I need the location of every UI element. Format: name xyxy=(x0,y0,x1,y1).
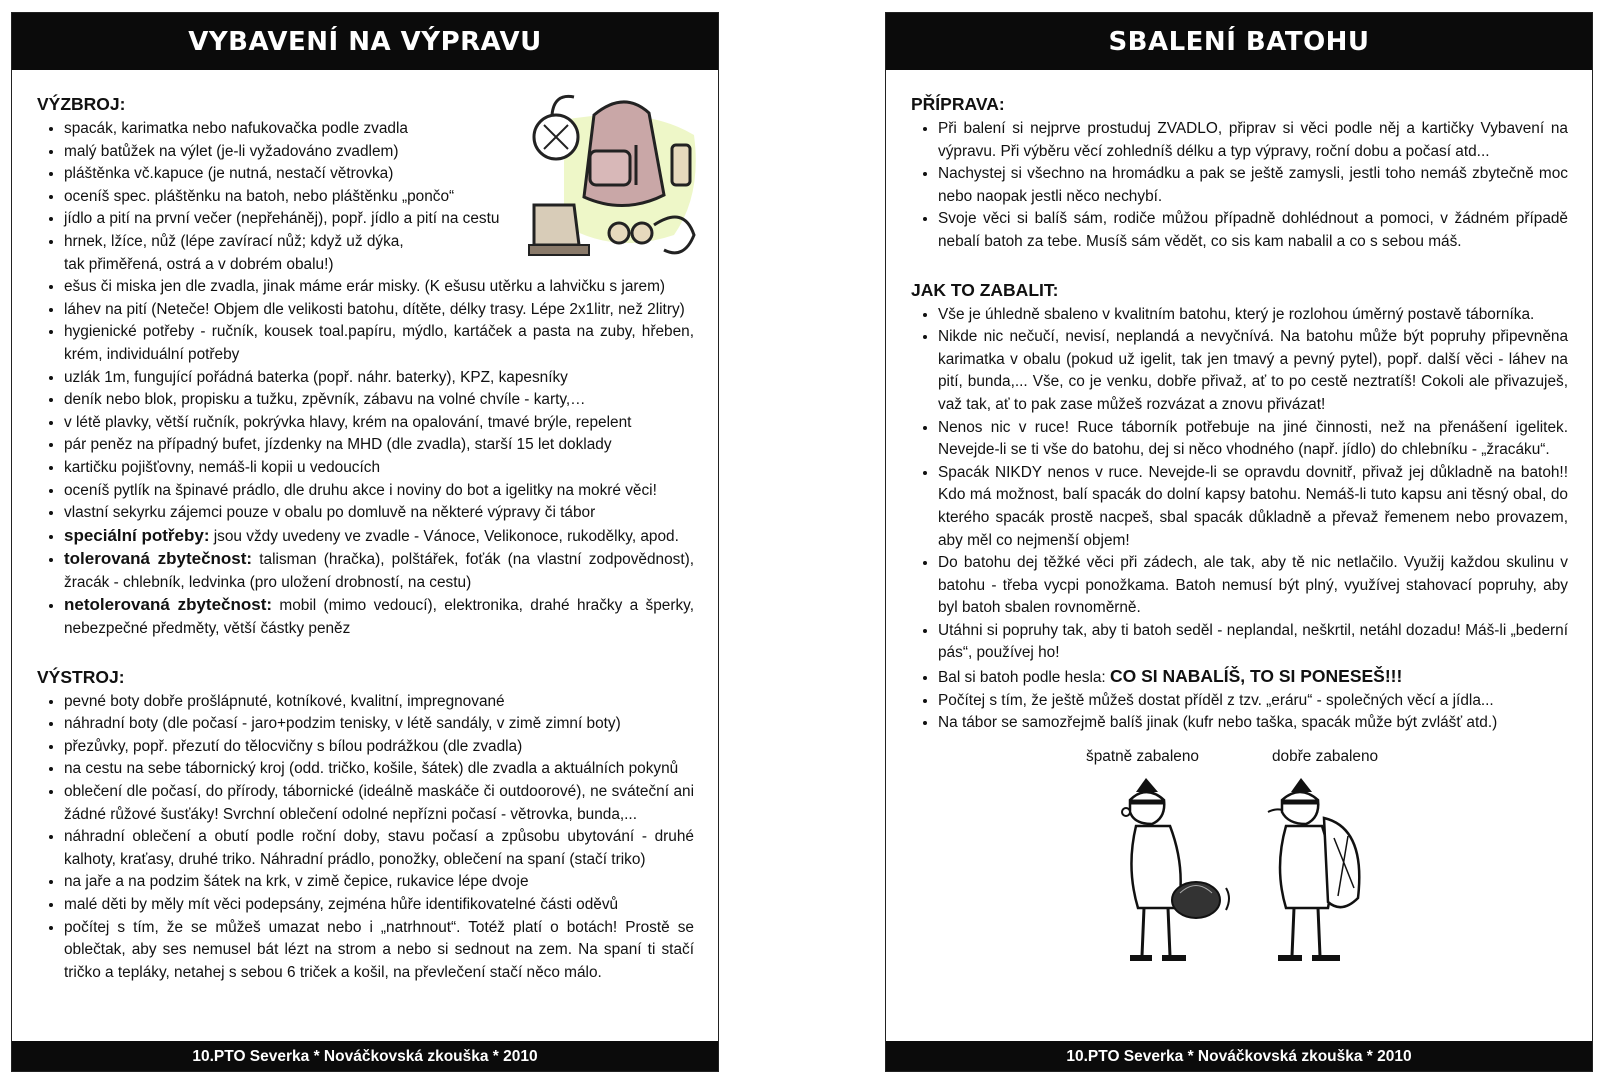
list-item: • v létě plavky, větší ručník, pokrývka hlavy, krém na opalování, tmavé brýle, repelent xyxy=(64,412,694,435)
packing-footer: 10.PTO Severka * Nováčkovská zkouška * 2010 xyxy=(886,1041,1592,1071)
list-item: • malé děti by měly mít věci podepsány, zejména hůře identifikovatelné části oděvů xyxy=(64,894,694,917)
list-item: • Při balení si nejprve prostuduj ZVADLO, připrav si věci podle něj a kartičky Vybavení na výpravu. Při výběru věcí zohledníš délku a typ výpravy, roční dobu a počasí atd... xyxy=(938,118,1568,163)
list-item: • Na tábor se samozřejmě balíš jinak (kufr nebo taška, spacák může být zvlášť atd.) xyxy=(938,712,1568,735)
hikers-cartoon-icon xyxy=(1086,778,1426,978)
list-item: • pár peněz na případný bufet, jízdenky na MHD (dle zvadla), starší 15 let doklady xyxy=(64,434,694,457)
list-item: • pláštěnka vč.kapuce (je nutná, nestačí větrovka) xyxy=(64,163,694,186)
motto: CO SI NABALÍŠ, TO SI PONESEŠ!!! xyxy=(1109,666,1403,687)
list-item: • náhradní boty (dle počasí - jaro+podzim tenisky, v létě sandály, v zimě zimní boty) xyxy=(64,713,694,736)
list-item: • na jaře a na podzim šátek na krk, v zimě čepice, rukavice lépe dvoje xyxy=(64,871,694,894)
tolerated-text: talisman (hračka), polštářek, foťák (na vlastní zodpovědnost), žracák - chlebník, ledvinka (pro uložení drobností, na cestu) xyxy=(64,551,695,591)
list-item xyxy=(64,548,694,594)
list-item: • Počítej s tím, že ještě můžeš dostat příděl z tzv. „eráru“ - společných věcí a jídla... xyxy=(938,690,1568,713)
list-item: • spacák, karimatka nebo nafukovačka podle zvadla xyxy=(64,118,694,141)
list-item: • přezůvky, popř. přezutí do tělocvičny s bílou podrážkou (dle zvadla) xyxy=(64,736,694,759)
bad-packing-label: špatně zabaleno xyxy=(1086,748,1199,765)
list-item: • malý batůžek na výlet (je-li vyžadováno zvadlem) xyxy=(64,141,694,164)
not-tolerated-text: mobil (mimo vedoucí), elektronika, drahé hračky a šperky, nebezpečné předměty, větší částky peněz xyxy=(64,597,694,638)
list-item: • Do batohu dej těžké věci při zádech, ale tak, aby tě nic netlačilo. Využij každou skulinu v batohu - třeba vycpi ponožkama. Batoh nemusí být plný, využívej stahovací popruhy, aby byl batoh sbalen rovnoměrně. xyxy=(938,552,1568,620)
list-item: • Vše je úhledně sbaleno v kvalitním batohu, který je rozlohou úměrný postavě táborníka. xyxy=(938,304,1568,327)
tolerated-label: tolerovaná zbytečnost: xyxy=(64,549,253,569)
packing-card xyxy=(885,12,1593,1072)
list-item: • uzlák 1m, fungující pořádná baterka (popř. náhr. baterky), KPZ, kapesníky xyxy=(64,367,694,390)
list-item: • na cestu na sebe tábornický kroj (odd. tričko, košile, šátek) dle zvadla a aktuálních pokynů xyxy=(64,758,694,781)
list-item xyxy=(64,594,694,640)
list-item xyxy=(938,665,1568,690)
section-heading-priprava: PŘÍPRAVA: xyxy=(911,94,1005,114)
packing-body xyxy=(886,70,1592,735)
list-item: • náhradní oblečení a obutí podle roční doby, stavu počasí a způsobu ubytování - druhé kalhoty, kraťasy, druhé triko. Náhradní prádlo, ponožky, oblečení na spaní (stačí triko) xyxy=(64,826,694,871)
list-item: • oblečení dle počasí, do přírody, tábornické (ideálně maskáče či outdoorové), ne sváteční ani žádné růžové šusťáky! Svrchní oblečení odolné nepřízni počasí - větrovka, bunda,... xyxy=(64,781,694,826)
section-heading-jak: JAK TO ZABALIT: xyxy=(911,279,1059,300)
priprava-list xyxy=(911,118,1568,254)
special-label: speciální potřeby: xyxy=(64,525,210,545)
packing-title: SBALENÍ BATOHU xyxy=(886,13,1592,70)
list-item: • Nikde nic nečučí, nevisí, neplandá a nevyčnívá. Na batohu může být popruhy připevněna karimatka v obalu (pokud už igelit, tak jen tmavý a pevný pytel), popř. další věci - láhev na pití, bunda,... Vše, co je venku, dobře přivaž, ať to po cestě neztratíš! Cokoli ale přivazuješ, važ tak, ať to pak zase můžeš rozvázat a znovu přivázat! xyxy=(938,326,1568,416)
good-packing-label: dobře zabaleno xyxy=(1272,748,1379,765)
backpack-illustration-icon xyxy=(524,85,704,269)
list-item: • počítej s tím, že se můžeš umazat nebo i „natrhnout“. Totéž platí o botách! Prostě se oblečtak, aby ses nemusel bát lézt na strom a nebo si sednout na zem. Na spaní ti stačí tričko a tepláky, netahej s sebou 6 triček a košil, na převlečení stačí něco málo. xyxy=(64,917,694,985)
list-item xyxy=(64,525,694,549)
equipment-title: VYBAVENÍ NA VÝPRAVU xyxy=(12,13,718,70)
list-item: • deník nebo blok, propisku a tužku, zpěvník, zábavu na volné chvíle - karty,… xyxy=(64,389,694,412)
list-item: • oceníš pytlík na špinavé prádlo, dle druhu akce i noviny do bot a igelitky na mokré věci! xyxy=(64,480,694,503)
special-text: jsou vždy uvedeny ve zvadle - Vánoce, Velikonoce, rukodělky, apod. xyxy=(209,527,679,545)
list-item: • láhev na pití (Neteče! Objem dle velikosti batohu, dítěte, délky trasy. Lépe 2x1litr, než 2litry) xyxy=(64,299,694,322)
equipment-body xyxy=(12,70,718,984)
list-item: • vlastní sekyrku zájemci pouze v obalu po domluvě na některé výpravy či tábor xyxy=(64,502,694,525)
list-item: • kartičku pojišťovny, nemáš-li kopii u vedoucích xyxy=(64,457,694,480)
list-item: • hygienické potřeby - ručník, kousek toal.papíru, mýdlo, kartáček a pasta na zuby, hřeben, krém, individuální potřeby xyxy=(64,321,694,366)
equipment-footer: 10.PTO Severka * Nováčkovská zkouška * 2010 xyxy=(12,1041,718,1071)
list-item-line: hrnek, lžíce, nůž (lépe zavírací nůž; když už dýka, xyxy=(64,232,404,250)
list-item-line: tak přiměřená, ostrá a v dobrém obalu!) xyxy=(64,255,334,273)
jak-list xyxy=(911,304,1568,735)
list-item: • Spacák NIKDY nenos v ruce. Nevejde-li se opravdu dovnitř, přivaž jej důkladně na batoh!! Kdo má možnost, balí spacák do dolní kapsy batohu. Nemáš-li tuto kapsu ani těsný obal, do kterého spacák prostě nacpeš, sbal spacák důkladně a převaž řemenem nebo provazem, aby měl co nejmenší objem! xyxy=(938,462,1568,552)
equipment-card xyxy=(11,12,719,1072)
list-item: • Nachystej si všechno na hromádku a pak se ještě zamysli, jestli toho nemáš zbytečně moc nebo naopak jestli něco nechybí. xyxy=(938,163,1568,208)
list-item: • oceníš spec. pláštěnku na batoh, nebo pláštěnku „pončo“ xyxy=(64,186,694,209)
list-item: • pevné boty dobře prošlápnuté, kotníkové, kvalitní, impregnované xyxy=(64,691,694,714)
section-heading-vyzbroj: VÝZBROJ: xyxy=(37,94,126,114)
list-item: • ešus či miska jen dle zvadla, jinak máme erár misky. (K ešusu utěrku a lahvičku s jarem) xyxy=(64,276,694,299)
list-item: • Svoje věci si balíš sám, rodiče můžou případně dohlédnout a pomoci, v žádném případě nebalí batoh za tebe. Musíš sám vědět, co sis kam nabalil a co s sebou máš. xyxy=(938,208,1568,253)
list-item: • Nenos nic v ruce! Ruce táborník potřebuje na jiné činnosti, než na přenášení igelitek. Nevejde-li se ti vše do batohu, dej si něco vhodného (např. jídlo) do chlebníku - „žracáku“. xyxy=(938,417,1568,462)
section-heading-vystroj: VÝSTROJ: xyxy=(37,666,125,687)
motto-prefix: Bal si batoh podle hesla: xyxy=(938,669,1110,687)
list-item: • Utáhni si popruhy tak, aby ti batoh seděl - neplandal, neškrtil, netáhl dozadu! Máš-li „bederní pás“, používej ho! xyxy=(938,620,1568,665)
packing-illustration xyxy=(1086,748,1426,978)
not-tolerated-label: netolerovaná zbytečnost: xyxy=(64,595,273,615)
vystroj-list xyxy=(37,691,694,985)
list-item: • jídlo a pití na první večer (nepřeháněj), popř. jídlo a pití na cestu xyxy=(64,208,694,231)
